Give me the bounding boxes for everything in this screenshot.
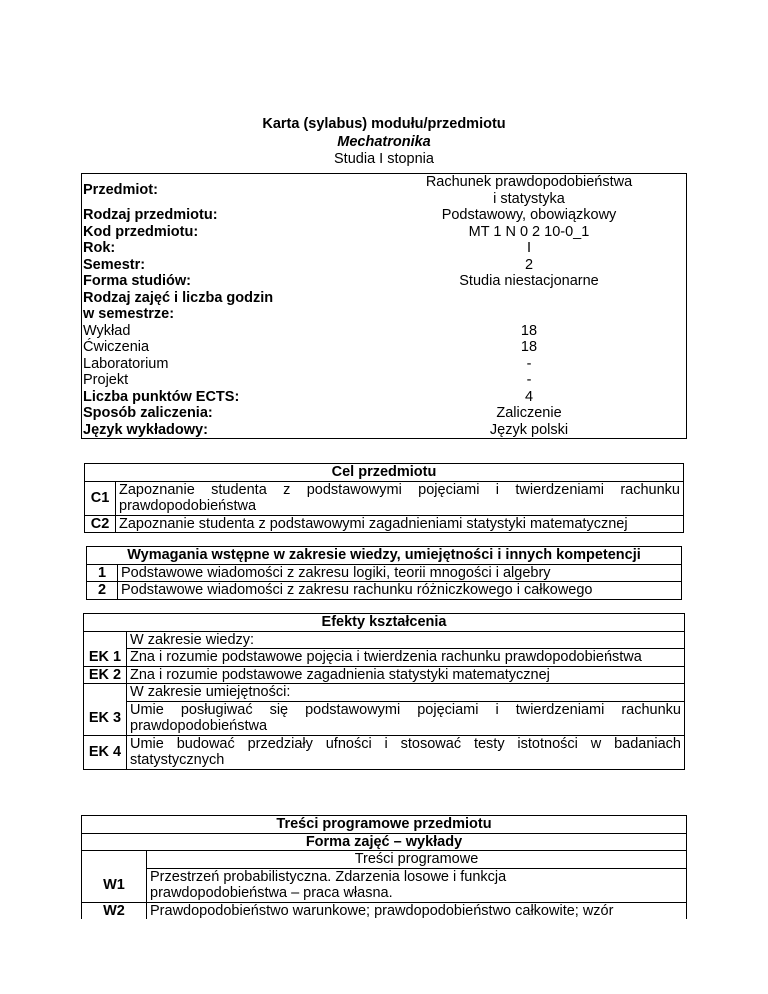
rok-label: Rok: xyxy=(82,240,373,257)
document-header xyxy=(0,116,768,169)
prerequisites-title: Wymagania wstępne w zakresie wiedzy, umiejętności i innych kompetencji xyxy=(87,547,682,565)
rodzaj-zajec-label xyxy=(82,290,373,323)
semestr-label: Semestr: xyxy=(82,257,373,274)
study-level: Studia I stopnia xyxy=(334,151,434,167)
goal-code: C2 xyxy=(85,515,116,533)
program-text-line: prawdopodobieństwa – praca własna. xyxy=(150,885,393,901)
przedmiot-label: Przedmiot: xyxy=(82,174,373,208)
kod-value: MT 1 N 0 2 10-0_1 xyxy=(372,224,687,241)
learning-outcomes-table xyxy=(83,613,685,770)
rodzaj-zajec-label-line1: Rodzaj zajęć i liczba godzin xyxy=(83,289,274,306)
laboratorium-value: - xyxy=(372,356,687,373)
cwiczenia-value: 18 xyxy=(372,339,687,356)
outcome-text: Umie budować przedziały ufności i stosować testy istotności w badaniach statystycznych xyxy=(127,735,685,769)
program-text: Prawdopodobieństwo warunkowe; prawdopodobieństwo całkowite; wzór xyxy=(147,902,687,919)
outcome-code: EK 3 xyxy=(84,701,127,735)
outcomes-section-skills: W zakresie umiejętności: xyxy=(127,684,685,702)
rodzaj-value: Podstawowy, obowiązkowy xyxy=(372,207,687,224)
document-title: Karta (sylabus) modułu/przedmiotu xyxy=(262,116,506,132)
outcome-code: EK 1 xyxy=(84,649,127,667)
forma-label: Forma studiów: xyxy=(82,273,373,290)
goals-title: Cel przedmiotu xyxy=(85,464,684,482)
wyklad-value: 18 xyxy=(372,323,687,340)
outcome-text: Zna i rozumie podstawowe zagadnienia statystyki matematycznej xyxy=(127,666,685,684)
program-code: W2 xyxy=(82,902,147,919)
przedmiot-value-line1: Rachunek prawdopodobieństwa xyxy=(425,174,633,190)
przedmiot-value-line2: i statystyka xyxy=(493,190,565,207)
rodzaj-zajec-value xyxy=(372,290,687,323)
przedmiot-value xyxy=(372,174,687,208)
course-goals-table xyxy=(84,463,684,533)
prerequisite-text: Podstawowe wiadomości z zakresu logiki, teorii mnogości i algebry xyxy=(118,564,682,582)
outcome-code: EK 4 xyxy=(84,735,127,769)
rok-value: I xyxy=(372,240,687,257)
subject-name: Mechatronika xyxy=(337,133,431,150)
program-content-table xyxy=(81,815,687,919)
jezyk-value: Język polski xyxy=(372,422,687,439)
program-title: Treści programowe przedmiotu xyxy=(82,816,687,834)
prerequisites-table xyxy=(86,546,682,600)
outcome-code: EK 2 xyxy=(84,666,127,684)
outcomes-section-knowledge: W zakresie wiedzy: xyxy=(127,631,685,649)
projekt-label: Projekt xyxy=(82,372,373,389)
goal-text: Zapoznanie studenta z podstawowymi pojęciami i twierdzeniami rachunku prawdopodobieństwa xyxy=(116,481,684,515)
program-code: W1 xyxy=(82,868,147,902)
program-form: Forma zajęć – wykłady xyxy=(82,833,687,851)
kod-label: Kod przedmiotu: xyxy=(82,224,373,241)
wyklad-label: Wykład xyxy=(82,323,373,340)
cwiczenia-label: Ćwiczenia xyxy=(82,339,373,356)
outcomes-spacer xyxy=(84,684,127,702)
ects-label: Liczba punktów ECTS: xyxy=(82,389,373,406)
program-text-line: Przestrzeń probabilistyczna. Zdarzenia losowe i funkcja xyxy=(150,868,507,885)
outcomes-spacer xyxy=(84,631,127,649)
course-info-table xyxy=(81,173,687,439)
program-code-header xyxy=(82,851,147,869)
zaliczenie-label: Sposób zaliczenia: xyxy=(82,405,373,422)
zaliczenie-value: Zaliczenie xyxy=(372,405,687,422)
outcomes-title: Efekty kształcenia xyxy=(84,614,685,632)
prerequisite-code: 2 xyxy=(87,582,118,600)
ects-value: 4 xyxy=(372,389,687,406)
jezyk-label: Język wykładowy: xyxy=(82,422,373,439)
rodzaj-label: Rodzaj przedmiotu: xyxy=(82,207,373,224)
laboratorium-label: Laboratorium xyxy=(82,356,373,373)
outcome-text: Zna i rozumie podstawowe pojęcia i twierdzenia rachunku prawdopodobieństwa xyxy=(127,649,685,667)
outcome-text: Umie posługiwać się podstawowymi pojęciami i twierdzeniami rachunku prawdopodobieństwa xyxy=(127,701,685,735)
goal-code: C1 xyxy=(85,481,116,515)
forma-value: Studia niestacjonarne xyxy=(372,273,687,290)
program-text xyxy=(147,868,687,902)
rodzaj-zajec-label-line2: w semestrze: xyxy=(83,306,175,322)
program-column-header: Treści programowe xyxy=(147,851,687,869)
projekt-value: - xyxy=(372,372,687,389)
goal-text: Zapoznanie studenta z podstawowymi zagadnieniami statystyki matematycznej xyxy=(116,515,684,533)
semestr-value: 2 xyxy=(372,257,687,274)
prerequisite-code: 1 xyxy=(87,564,118,582)
prerequisite-text: Podstawowe wiadomości z zakresu rachunku różniczkowego i całkowego xyxy=(118,582,682,600)
